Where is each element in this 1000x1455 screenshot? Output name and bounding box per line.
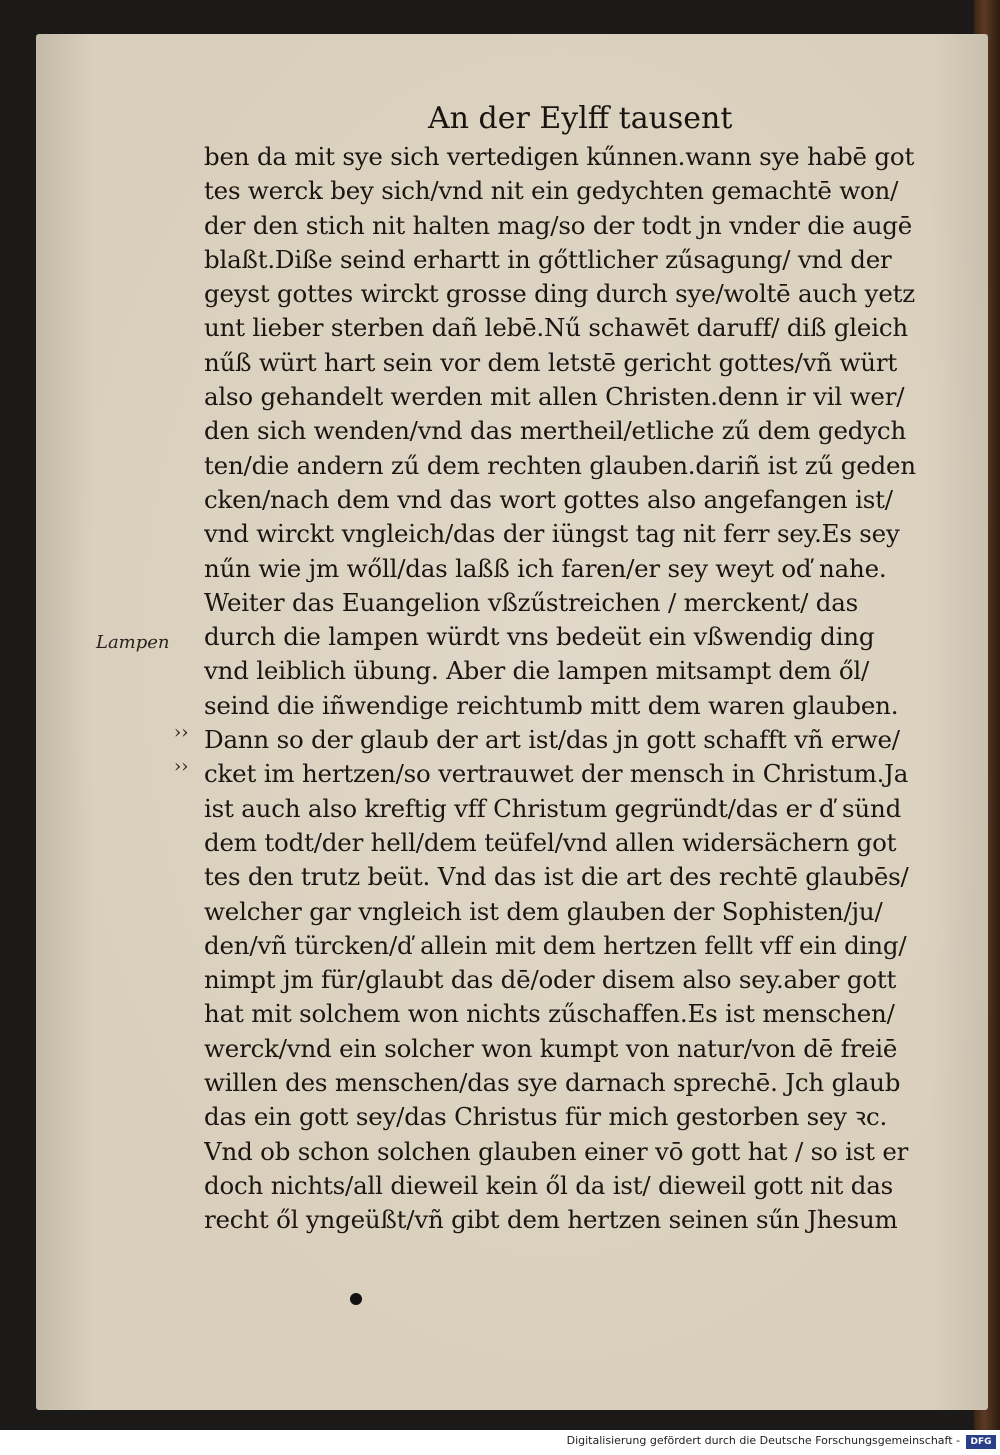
text-line: cken/nach dem vnd das wort gottes also angefangen ist/	[204, 484, 893, 514]
text-line: vnd leiblich übung. Aber die lampen mitsampt dem ől/	[204, 656, 870, 686]
text-line: den/vñ türcken/ď allein mit dem hertzen fellt vff ein ding/	[204, 930, 907, 960]
text-line: ten/die andern zű dem rechten glauben.dariñ ist zű geden	[204, 450, 916, 480]
text-line: welcher gar vngleich ist dem glauben der Sophisten/ju/	[204, 896, 883, 926]
text-line: nimpt jm für/glaubt das dē/oder disem also sey.aber gott	[204, 965, 897, 995]
text-line: Weiter das Euangelion vßzűstreichen / merckent/ das	[204, 587, 859, 617]
text-line: blaßt.Diße seind erhartt in gőttlicher zűsagung/ vnd der	[204, 244, 892, 274]
text-line: Dann so der glaub der art ist/das jn gott schafft vñ erwe/	[204, 725, 900, 755]
text-line: also gehandelt werden mit allen Christen.denn ir vil wer/	[204, 382, 905, 412]
quote-mark: ››	[174, 756, 189, 777]
text-line: doch nichts/all dieweil kein ől da ist/ dieweil gott nit das	[204, 1170, 893, 1200]
text-line: den sich wenden/vnd das mertheil/etliche zű dem gedych	[204, 416, 907, 446]
text-line: werck/vnd ein solcher won kumpt von natur/von dē freiē	[204, 1033, 898, 1063]
text-line: geyst gottes wirckt grosse ding durch sye/woltē auch yetz	[204, 279, 915, 309]
text-line: der den stich nit halten mag/so der todt jn vnder die augē	[204, 210, 913, 240]
text-line: tes den trutz beüt. Vnd das ist die art des rechtē glaubēs/	[204, 862, 909, 892]
quote-mark: ››	[174, 722, 189, 743]
text-line: willen des menschen/das sye darnach sprechē. Jch glaub	[204, 1068, 901, 1098]
running-head: An der Eylff tausent	[428, 101, 733, 136]
text-line: nűß würt hart sein vor dem letstē gericht gottes/vñ würt	[204, 347, 898, 377]
footer-bar	[0, 1430, 1000, 1455]
text-line: dem todt/der hell/dem teüfel/vnd allen widersächern got	[204, 827, 897, 857]
text-line: hat mit solchem won nichts zűschaffen.Es ist menschen/	[204, 999, 895, 1029]
text-line: das ein gott sey/das Christus für mich gestorben sey ꝛc.	[204, 1102, 888, 1132]
footer-credit: Digitalisierung gefördert durch die Deutsche Forschungsgemeinschaft -	[566, 1434, 960, 1447]
text-line: vnd wirckt vngleich/das der iüngst tag nit ferr sey.Es sey	[204, 519, 900, 549]
ink-dot	[350, 1293, 362, 1305]
text-line: Vnd ob schon solchen glauben einer vō gott hat / so ist er	[204, 1136, 909, 1166]
text-line: cket im hertzen/so vertrauwet der mensch in Christum.Ja	[204, 759, 909, 789]
text-line: ben da mit sye sich vertedigen kűnnen.wann sye habē got	[204, 142, 915, 171]
text-line: recht ől yngeüßt/vñ gibt dem hertzen seinen sűn Jhesum	[204, 1205, 898, 1235]
text-line: unt lieber sterben dañ lebē.Nű schawēt daruff/ diß gleich	[204, 313, 908, 343]
text-line: nűn wie jm wőll/das laßß ich faren/er sey weyt oď nahe.	[204, 553, 887, 583]
margin-note: Lampen	[96, 632, 170, 653]
text-line: tes werck bey sich/vnd nit ein gedychten gemachtē won/	[204, 176, 899, 206]
text-line: ist auch also kreftig vff Christum gegründt/das er ď sünd	[204, 793, 902, 823]
text-block	[204, 140, 964, 1238]
text-line: durch die lampen würdt vns bedeüt ein vßwendig ding	[204, 622, 875, 652]
dfg-logo: DFG	[966, 1435, 996, 1449]
text-line: seind die iñwendige reichtumb mitt dem waren glauben.	[204, 690, 899, 720]
